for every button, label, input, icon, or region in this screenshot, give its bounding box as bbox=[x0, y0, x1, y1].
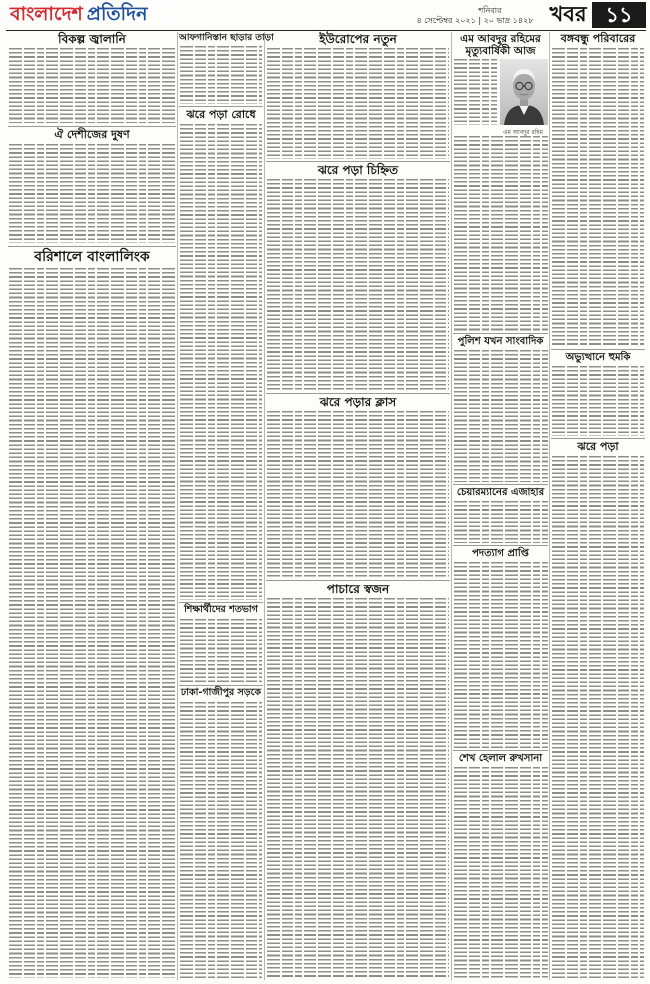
article-body-text bbox=[267, 598, 449, 978]
column-rule bbox=[264, 32, 265, 980]
article-divider bbox=[8, 126, 176, 127]
issue-date: ৪ সেপ্টেম্বর ২০২১ | ২০ ভাদ্র ১৪২৮ bbox=[416, 16, 534, 25]
headline: ঝরে পড়ার ক্লাস bbox=[319, 395, 397, 409]
article-body-text bbox=[180, 702, 262, 978]
article-divider bbox=[179, 106, 263, 107]
headline: শেখ হেলাল রুখসানা bbox=[458, 753, 543, 764]
headline: ঝরে পড়া bbox=[577, 440, 619, 453]
article-divider bbox=[551, 438, 645, 439]
photo-caption: এম আবদুর রহিম bbox=[502, 129, 543, 136]
headline: বিকল্প জ্বালানি bbox=[58, 32, 126, 46]
article-divider bbox=[179, 602, 263, 603]
article-body-text bbox=[9, 144, 175, 243]
article-body-text bbox=[454, 136, 548, 331]
logo-word-bangladesh: বাংলাদেশ bbox=[10, 3, 83, 25]
headline: অভ্যুত্থানে হুমকি bbox=[565, 352, 631, 363]
article-divider bbox=[266, 580, 450, 581]
article-body-text bbox=[552, 366, 644, 436]
headline: ঢাকা-গাজীপুর সড়কে bbox=[180, 687, 262, 698]
newspaper-logo bbox=[10, 5, 147, 24]
headline: চেয়ারম্যানের এজাহার bbox=[456, 487, 545, 498]
headline: ঝরে পড়া রোধে bbox=[186, 108, 256, 121]
article-body-text bbox=[180, 124, 262, 600]
portrait-photo-image bbox=[500, 59, 548, 125]
article-divider bbox=[266, 393, 450, 394]
article-divider bbox=[453, 545, 548, 546]
portrait-photo bbox=[500, 59, 548, 125]
headline: এম আবদুর রহিমের bbox=[460, 33, 541, 45]
article-divider bbox=[8, 246, 176, 247]
article-body-text bbox=[267, 179, 449, 391]
article-body-text bbox=[9, 268, 175, 978]
article-divider bbox=[453, 750, 548, 751]
article-body-text bbox=[454, 59, 497, 125]
article-body-text bbox=[180, 619, 262, 683]
page-number-badge: ১১ bbox=[592, 2, 646, 28]
article-body-text bbox=[552, 456, 644, 978]
headline: বরিশালে বাংলালিংক bbox=[34, 249, 150, 265]
article-divider bbox=[266, 161, 450, 162]
column-rule bbox=[549, 32, 550, 980]
column-rule bbox=[451, 32, 452, 980]
article-body-text bbox=[180, 46, 262, 104]
article-body-text bbox=[454, 562, 548, 748]
column-rule bbox=[177, 32, 178, 980]
headline: আফগানিস্তান ছাড়ার তাড়া bbox=[179, 33, 274, 43]
article-body-text bbox=[454, 501, 548, 543]
headline: পাচারে স্বজন bbox=[326, 582, 390, 596]
article-body-text bbox=[552, 48, 644, 347]
article-divider bbox=[551, 349, 645, 350]
article-divider bbox=[453, 333, 548, 334]
issue-day: শনিবার bbox=[478, 6, 502, 15]
article-divider bbox=[453, 484, 548, 485]
headline: পুলিশ যখন সাংবাদিক bbox=[457, 336, 544, 347]
headline: ঝরে পড়া চিহ্নিত bbox=[317, 163, 399, 177]
article-body-text bbox=[267, 411, 449, 578]
article-body-text bbox=[454, 350, 548, 482]
article-divider bbox=[179, 685, 263, 686]
section-title: খবর bbox=[549, 2, 587, 26]
headline: মৃত্যুবার্ষিকী আজ bbox=[465, 45, 536, 57]
headline: পদত্যাগ প্রাপ্তি bbox=[472, 548, 529, 559]
article-body-text bbox=[454, 767, 548, 978]
article-body-text bbox=[267, 48, 449, 159]
article-body-text bbox=[9, 48, 175, 123]
headline: বঙ্গবন্ধু পরিবারের bbox=[560, 32, 636, 45]
logo-word-pratidin: প্রতিদিন bbox=[86, 3, 148, 25]
headline: ইউরোপের নতুন bbox=[319, 32, 397, 46]
headline: শিক্ষার্থীদের শতভাগ bbox=[184, 604, 258, 615]
headline: ঐ দেশীজের দুষণ bbox=[54, 128, 130, 141]
